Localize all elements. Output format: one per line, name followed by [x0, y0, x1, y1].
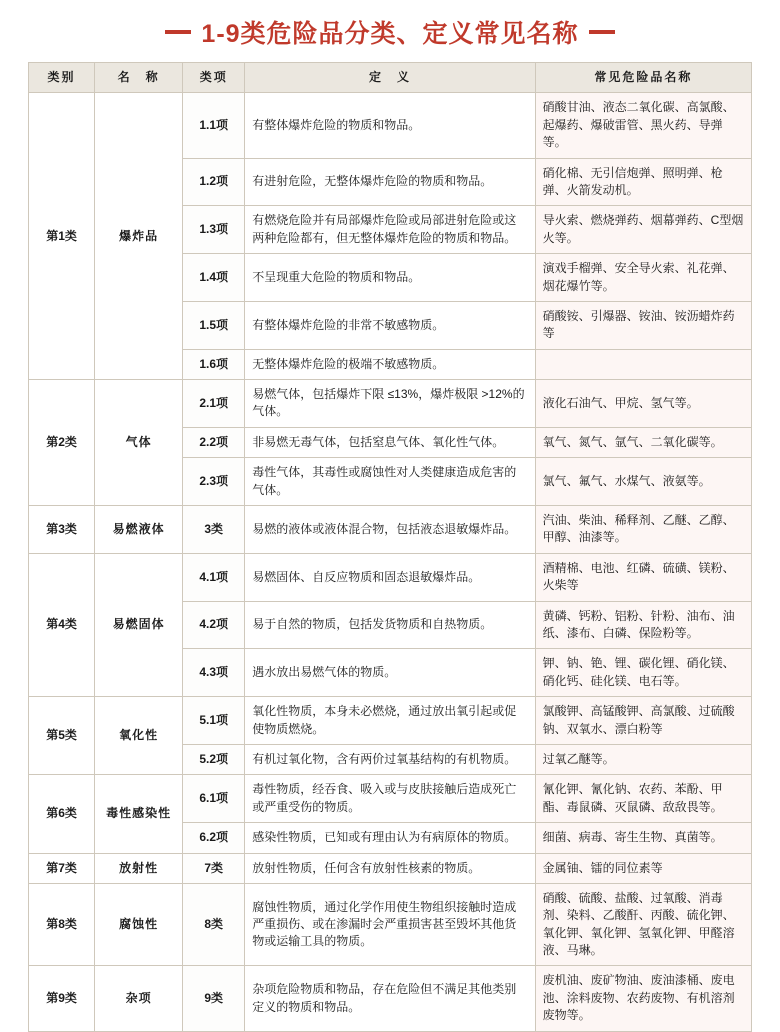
page-title-text: 1-9类危险品分类、定义常见名称 — [201, 20, 579, 48]
cell-definition: 无整体爆炸危险的极端不敏感物质。 — [245, 349, 535, 379]
cell-name: 放射性 — [95, 853, 183, 883]
cell-item: 4.2项 — [183, 601, 245, 649]
table-row — [29, 380, 752, 428]
cell-item: 2.3项 — [183, 458, 245, 506]
cell-examples: 氧气、氮气、氩气、二氧化碳等。 — [535, 427, 751, 457]
table-row — [29, 775, 752, 823]
cell-definition: 有整体爆炸危险的物质和物品。 — [245, 93, 535, 158]
cell-item: 6.1项 — [183, 775, 245, 823]
cell-definition: 非易燃无毒气体，包括窒息气体、氧化性气体。 — [245, 427, 535, 457]
table-header — [29, 63, 752, 93]
table-row — [29, 966, 752, 1031]
cell-examples: 细菌、病毒、寄生生物、真菌等。 — [535, 823, 751, 853]
column-header-examples: 常见危险品名称 — [535, 63, 751, 93]
table-row — [29, 506, 752, 554]
cell-class: 第2类 — [29, 380, 95, 506]
cell-item: 1.6项 — [183, 349, 245, 379]
cell-examples: 黄磷、钙粉、铝粉、针粉、油布、油纸、漆布、白磷、保险粉等。 — [535, 601, 751, 649]
cell-item: 4.1项 — [183, 553, 245, 601]
cell-item: 7类 — [183, 853, 245, 883]
cell-examples: 硝酸甘油、液态二氧化碳、高氯酸、起爆药、爆破雷管、黑火药、导弹等。 — [535, 93, 751, 158]
column-header-item: 类项 — [183, 63, 245, 93]
cell-class: 第1类 — [29, 93, 95, 380]
cell-item: 1.3项 — [183, 206, 245, 254]
cell-definition: 有整体爆炸危险的非常不敏感物质。 — [245, 301, 535, 349]
cell-definition: 放射性物质，任何含有放射性核素的物质。 — [245, 853, 535, 883]
cell-item: 2.1项 — [183, 380, 245, 428]
table-row — [29, 883, 752, 966]
table-body — [29, 93, 752, 1031]
cell-definition: 氧化性物质，本身未必燃烧，通过放出氧引起或促使物质燃烧。 — [245, 697, 535, 745]
title-dash-left — [165, 30, 191, 34]
cell-class: 第4类 — [29, 553, 95, 696]
cell-item: 1.5项 — [183, 301, 245, 349]
cell-examples: 硝化棉、无引信炮弹、照明弹、枪弹、火箭发动机。 — [535, 158, 751, 206]
cell-name: 爆炸品 — [95, 93, 183, 380]
cell-definition: 不呈现重大危险的物质和物品。 — [245, 254, 535, 302]
cell-examples: 过氧乙醚等。 — [535, 744, 751, 774]
table-row — [29, 93, 752, 158]
cell-name: 气体 — [95, 380, 183, 506]
column-header-class: 类别 — [29, 63, 95, 93]
cell-definition: 遇水放出易燃气体的物质。 — [245, 649, 535, 697]
cell-definition: 有机过氧化物，含有两价过氧基结构的有机物质。 — [245, 744, 535, 774]
cell-examples: 硝酸铵、引爆器、铵油、铵沥蜡炸药等 — [535, 301, 751, 349]
cell-item: 8类 — [183, 883, 245, 966]
cell-definition: 易燃气体，包括爆炸下限 ≤13%，爆炸极限 >12%的气体。 — [245, 380, 535, 428]
table-row — [29, 697, 752, 745]
cell-class: 第5类 — [29, 697, 95, 775]
cell-name: 易燃液体 — [95, 506, 183, 554]
cell-definition: 易燃的液体或液体混合物，包括液态退敏爆炸品。 — [245, 506, 535, 554]
hazard-classification-table — [28, 62, 752, 1032]
cell-definition: 毒性物质，经吞食、吸入或与皮肤接触后造成死亡或严重受伤的物质。 — [245, 775, 535, 823]
cell-item: 4.3项 — [183, 649, 245, 697]
cell-definition: 毒性气体，其毒性或腐蚀性对人类健康造成危害的气体。 — [245, 458, 535, 506]
cell-examples: 废机油、废矿物油、废油漆桶、废电池、涂料废物、农药废物、有机溶剂废物等。 — [535, 966, 751, 1031]
table-header-row — [29, 63, 752, 93]
cell-definition: 有燃烧危险并有局部爆炸危险或局部进射危险或这两种危险都有，但无整体爆炸危险的物质和物品。 — [245, 206, 535, 254]
cell-name: 杂项 — [95, 966, 183, 1031]
cell-definition: 有进射危险，无整体爆炸危险的物质和物品。 — [245, 158, 535, 206]
cell-examples: 氰化钾、氰化钠、农药、苯酚、甲酯、毒鼠磷、灭鼠磷、敌敌畏等。 — [535, 775, 751, 823]
column-header-name: 名 称 — [95, 63, 183, 93]
cell-name: 氧化性 — [95, 697, 183, 775]
cell-item: 2.2项 — [183, 427, 245, 457]
cell-examples: 演戏手榴弹、安全导火索、礼花弹、烟花爆竹等。 — [535, 254, 751, 302]
cell-definition: 杂项危险物质和物品，存在危险但不满足其他类别定义的物质和物品。 — [245, 966, 535, 1031]
cell-name: 易燃固体 — [95, 553, 183, 696]
cell-examples: 液化石油气、甲烷、氢气等。 — [535, 380, 751, 428]
cell-name: 腐蚀性 — [95, 883, 183, 966]
cell-examples: 汽油、柴油、稀释剂、乙醚、乙醇、甲醇、油漆等。 — [535, 506, 751, 554]
title-dash-right — [589, 30, 615, 34]
cell-item: 5.2项 — [183, 744, 245, 774]
cell-examples: 氯酸钾、高锰酸钾、高氯酸、过硫酸钠、双氧水、漂白粉等 — [535, 697, 751, 745]
cell-examples: 钾、钠、铯、锂、碳化锂、硝化镁、硝化钙、硅化镁、电石等。 — [535, 649, 751, 697]
cell-class: 第6类 — [29, 775, 95, 853]
cell-item: 9类 — [183, 966, 245, 1031]
cell-item: 1.4项 — [183, 254, 245, 302]
table-row — [29, 853, 752, 883]
cell-name: 毒性感染性 — [95, 775, 183, 853]
cell-examples: 硝酸、硫酸、盐酸、过氧酸、消毒剂、染料、乙酸酐、丙酸、硫化钾、氧化钾、氧化钾、氢氧化钾、甲醛溶液、马琳。 — [535, 883, 751, 966]
cell-item: 3类 — [183, 506, 245, 554]
cell-item: 6.2项 — [183, 823, 245, 853]
cell-examples: 金属铀、镭的同位素等 — [535, 853, 751, 883]
cell-definition: 感染性物质，已知或有理由认为有病原体的物质。 — [245, 823, 535, 853]
cell-definition: 易燃固体、自反应物质和固态退敏爆炸品。 — [245, 553, 535, 601]
page-title — [28, 0, 752, 62]
cell-definition: 易于自然的物质，包括发货物质和自热物质。 — [245, 601, 535, 649]
cell-class: 第3类 — [29, 506, 95, 554]
cell-examples: 导火索、燃烧弹药、烟幕弹药、C型烟火等。 — [535, 206, 751, 254]
cell-item: 1.2项 — [183, 158, 245, 206]
cell-class: 第7类 — [29, 853, 95, 883]
cell-examples: 酒精棉、电池、红磷、硫磺、镁粉、火柴等 — [535, 553, 751, 601]
column-header-definition: 定 义 — [245, 63, 535, 93]
cell-class: 第8类 — [29, 883, 95, 966]
cell-class: 第9类 — [29, 966, 95, 1031]
cell-examples — [535, 349, 751, 379]
cell-item: 5.1项 — [183, 697, 245, 745]
table-row — [29, 553, 752, 601]
cell-item: 1.1项 — [183, 93, 245, 158]
cell-examples: 氯气、氟气、水煤气、液氨等。 — [535, 458, 751, 506]
cell-definition: 腐蚀性物质，通过化学作用使生物组织接触时造成严重损伤、或在渗漏时会严重损害甚至毁坏其他货物或运输工具的物质。 — [245, 883, 535, 966]
